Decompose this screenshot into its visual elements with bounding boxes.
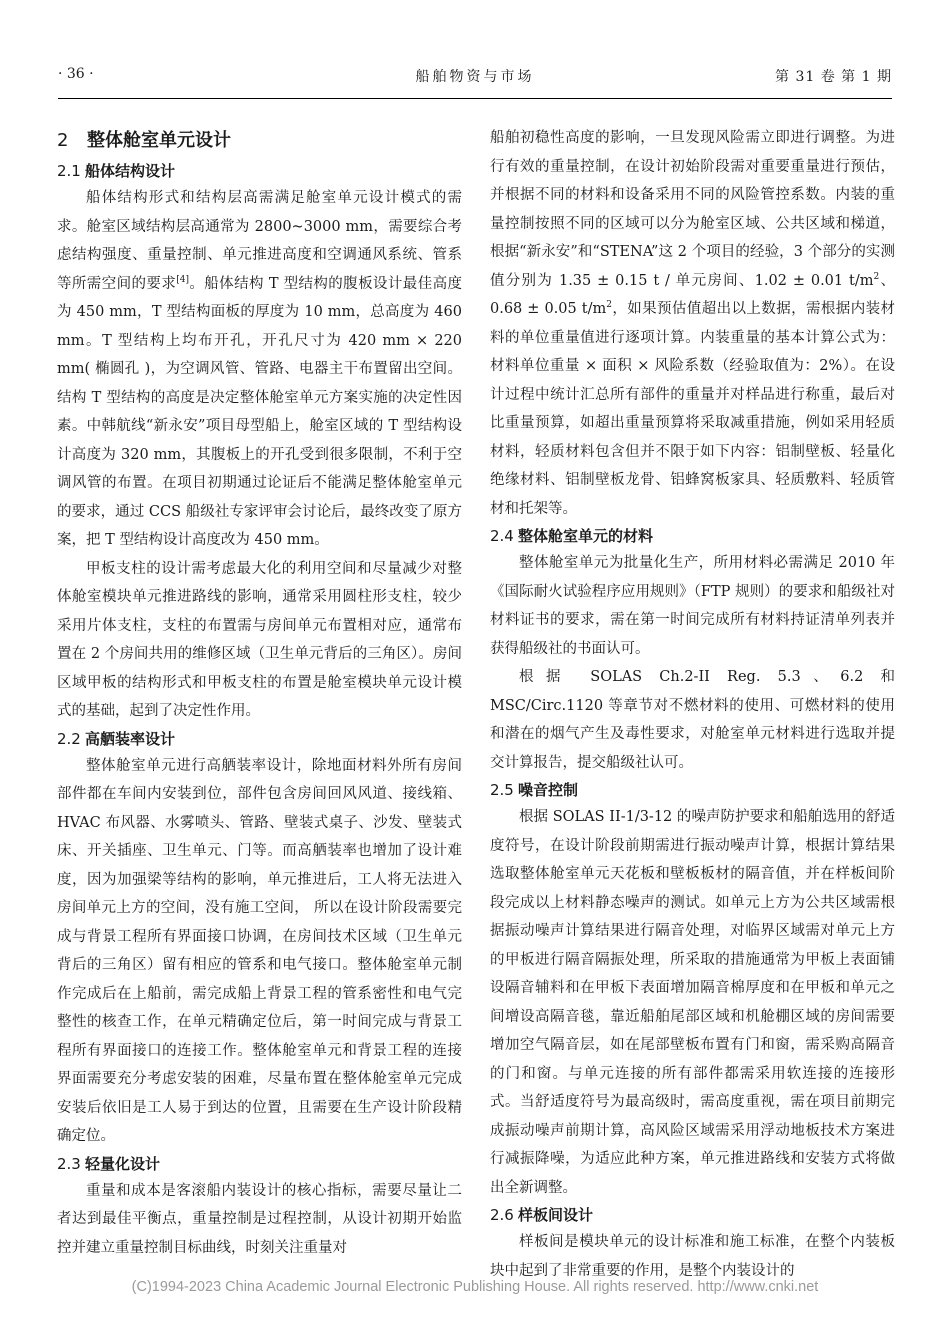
header-rule <box>58 98 892 99</box>
section-2-5-heading: 2.5 噪音控制 <box>490 781 579 799</box>
section-2-1-heading: 2.1 船体结构设计 <box>57 162 176 180</box>
section-2-1-paragraph-1: 船体结构形式和结构层高需满足舱室单元设计模式的需求。舱室区域结构层高通常为 2800~3000 mm，需要综合考虑结构强度、重量控制、单元推进高度和空调通风系统、管系等所需空间的要求[4]。船体结构 T 型结构的腹板设计最佳高度为 450 mm，T 型结构面板的厚度为 10 mm，总高度为 460 mm。T 型结构上均布开孔，开孔尺寸为 420 mm × 220 mm( 椭圆孔 )，为空调风管、管路、电器主干布置留出空间。结构 T 型结构的高度是决定整体舱室单元方案实施的决定性因素。中韩航线“新永安”项目母型船上，舱室区域的 T 型结构设计高度为 320 mm，其腹板上的开孔受到很多限制，不利于空调风管的布置。在项目初期通过论证后不能满足整体舱室单元的要求，通过 CCS 船级社专家评审会讨论后，最终改变了原方案，把 T 型结构设计高度改为 450 mm。 <box>57 190 462 548</box>
section-2-3-heading: 2.3 轻量化设计 <box>57 1154 161 1173</box>
journal-title: 船舶物资与市场 <box>415 69 535 85</box>
section-2-4-heading: 2.4 整体舱室单元的材料 <box>490 527 654 545</box>
left-column <box>57 124 462 1262</box>
section-2-4-paragraph-1: 整体舱室单元为批量化生产，所用材料必需满足 2010 年《国际耐火试验程序应用规则》（FTP 规则）的要求和船级社对材料证书的要求，需在第一时间完成所有材料持证清单列表并获得船级社的书面认可。 <box>490 555 895 657</box>
section-2-4-paragraph-2: 根据 SOLAS Ch.2-II Reg. 5.3、6.2 和 MSC/Circ.1120 等章节对不燃材料的使用、可燃材料的使用和潜在的烟气产生及毒性要求，对舱室单元材料进行选取并提交计算报告，提交船级社认可。 <box>490 669 895 771</box>
section-2-6-heading: 2.6 样板间设计 <box>490 1206 594 1224</box>
issue-label: 第 31 卷 第 1 期 <box>775 69 892 85</box>
section-2-heading: 2 整体舱室单元设计 <box>57 130 231 151</box>
section-2-5-paragraph-1: 根据 SOLAS II-1/3-12 的噪声防护要求和船舶选用的舒适度符号，在设计阶段前期需进行振动噪声计算，根据计算结果选取整体舱室单元天花板和壁板板材的隔音值，并在样板间阶段完成以上材料静态噪声的测试。如单元上方为公共区域需根据振动噪声计算结果进行隔音处理，对临界区域需对单元上方的甲板进行隔音隔振处理，所采取的措施通常为甲板上表面铺设隔音辅料和在甲板下表面增加隔音棉厚度和在甲板和单元之间增设高隔音毯，靠近船舶尾部区域和机舱棚区域的房间需要增加空气隔音层，如在尾部壁板布置有门和窗，需采购高隔音的门和窗。与单元连接的所有部件都需采用软连接的连接形式。当舒适度符号为最高级时，需高度重视，需在项目前期完成振动噪声前期计算，高风险区域需采用浮动地板技术方案进行减振降噪，为适应此种方案，单元推进路线和安装方式将做出全新调整。 <box>490 809 895 1196</box>
section-2-6-paragraph-1: 样板间是模块单元的设计标准和施工标准，在整个内装板块中起到了非常重要的作用，是整个内装设计的 <box>490 1234 895 1279</box>
section-2-2-paragraph-1: 整体舱室单元进行高舾装率设计，除地面材料外所有房间部件都在车间内安装到位，部件包含房间回风风道、接线箱、HVAC 布风器、水雾喷头、管路、壁装式桌子、沙发、壁装式床、开关插座、卫生单元、门等。而高舾装率也增加了设计难度，因为加强梁等结构的影响，单元推进后，工人将无法进入房间单元上方的空间，没有施工空间， 所以在设计阶段需要完成与背景工程所有界面接口协调，在房间技术区域（卫生单元背后的三角区）留有相应的管系和电气接口。整体舱室单元制作完成后在上船前，需完成船上背景工程的管系密性和电气完整性的核查工作，在单元精确定位后，第一时间完成与背景工程所有界面接口的连接工作。整体舱室单元和背景工程的连接界面需要充分考虑安装的困难，尽量布置在整体舱室单元完成安装后依旧是工人易于到达的位置，且需要在生产设计阶段精确定位。 <box>57 757 462 1144</box>
page-number: · 36 · <box>58 66 94 82</box>
right-column <box>490 124 895 1285</box>
page-header <box>58 66 892 98</box>
section-2-3-paragraph-1-continued: 船舶初稳性高度的影响，一旦发现风险需立即进行调整。为进行有效的重量控制，在设计初始阶段需对重要重量进行预估，并根据不同的材料和设备采用不同的风险管控系数。内装的重量控制按照不同的区域可以分为舱室区域、公共区域和梯道，根据“新永安”和“STENA”这 2 个项目的经验，3 个部分的实测值分别为 1.35 ± 0.15 t / 单元房间、1.02 ± 0.01 $t/m^2$、0.68 ± 0.05 $t/m^2$，如果预估值超出以上数据，需根据内装材料的单位重量值进行逐项计算。内装重量的基本计算公式为：材料单位重量 × 面积 × 风险系数（经验取值为：2%）。在设计过程中统计汇总所有部件的重量并对样品进行称重，最后对比重量预算，如超出重量预算将采取减重措施，例如采用轻质材料，轻质材料包含但并不限于如下内容：铝制壁板、轻量化绝缘材料、铝制壁板龙骨、铝蜂窝板家具、轻质敷料、轻质管材和托架等。 <box>490 130 895 517</box>
section-2-3-paragraph-1-start: 重量和成本是客滚船内装设计的核心指标，需要尽量让二者达到最佳平衡点，重量控制是过程控制，从设计初期开始监控并建立重量控制目标曲线，时刻关注重量对 <box>57 1182 462 1256</box>
copyright-footer: (C)1994-2023 China Academic Journal Electronic Publishing House. All rights reserved. http://www.cnki.net <box>131 1279 819 1295</box>
citation-ref: [4] <box>176 274 189 285</box>
section-2-1-paragraph-2: 甲板支柱的设计需考虑最大化的利用空间和尽量减少对整体舱室模块单元推进路线的影响，通常采用圆柱形支柱，较少采用片体支柱，支柱的布置需与房间单元布置相对应，通常布置在 2 个房间共用的维修区域（卫生单元背后的三角区）。房间区域甲板的结构形式和甲板支柱的布置是舱室模块单元设计模式的基础，起到了决定性作用。 <box>57 560 462 719</box>
section-2-2-heading: 2.2 高舾装率设计 <box>57 729 176 748</box>
